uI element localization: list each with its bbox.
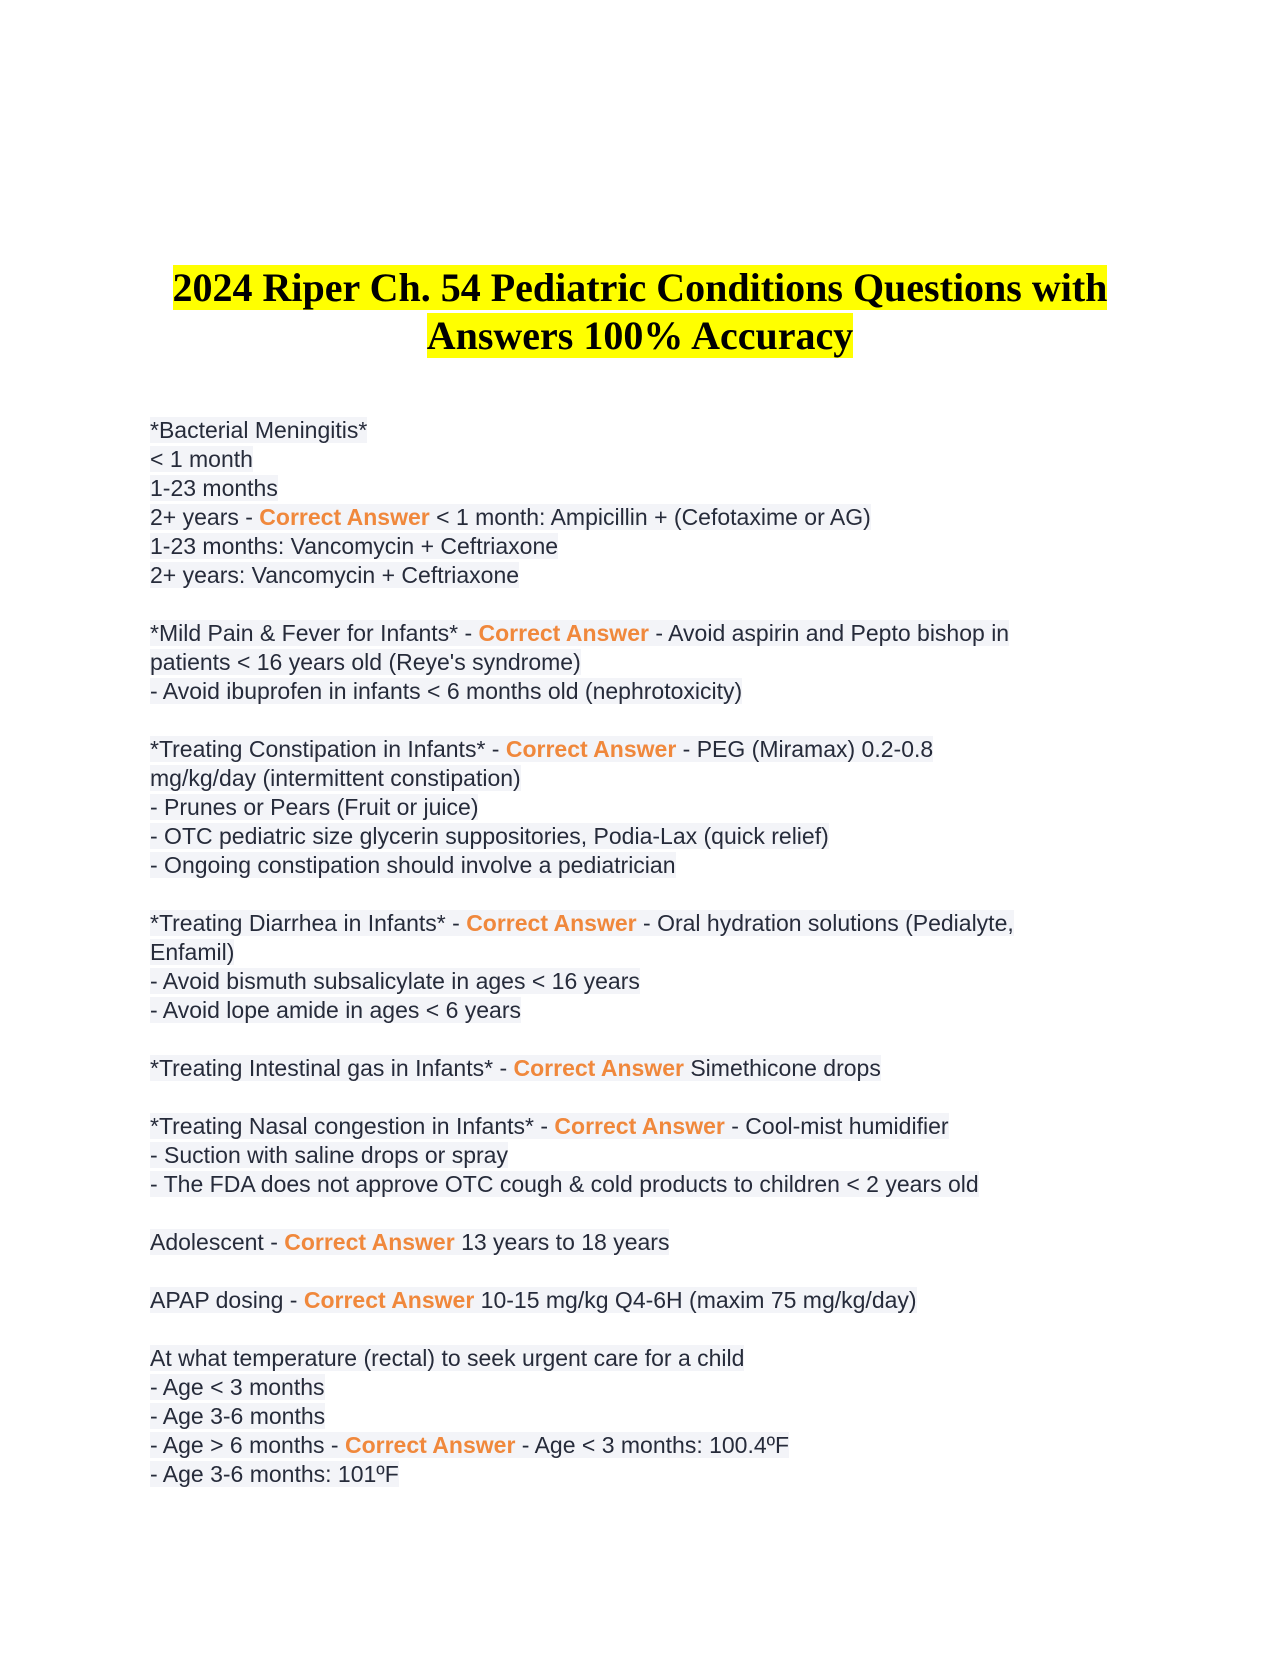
correct-answer-label: Correct Answer — [466, 910, 637, 936]
answer-text: Simethicone drops — [683, 1055, 881, 1081]
line-text: < 1 month — [150, 446, 253, 472]
answer-text: - Avoid aspirin and Pepto bishop in — [648, 620, 1010, 646]
line-text: 1-23 months — [150, 475, 278, 501]
question-text: 2+ years - — [150, 504, 260, 530]
qa-block — [150, 735, 1150, 880]
line-text: Enfamil) — [150, 939, 235, 965]
qa-line — [150, 561, 1150, 590]
qa-block — [150, 1286, 1150, 1315]
qa-line — [150, 909, 1150, 938]
qa-line — [150, 1460, 1150, 1489]
correct-answer-label: Correct Answer — [478, 620, 649, 646]
line-text — [150, 1229, 669, 1255]
title-line-2 — [120, 312, 1160, 360]
question-text: - Age > 6 months - — [150, 1432, 345, 1458]
line-text: 2+ years: Vancomycin + Ceftriaxone — [150, 562, 520, 588]
line-text: *Bacterial Meningitis* — [150, 417, 368, 443]
qa-line — [150, 1112, 1150, 1141]
qa-line — [150, 1286, 1150, 1315]
qa-block — [150, 1228, 1150, 1257]
qa-line — [150, 851, 1150, 880]
correct-answer-label: Correct Answer — [259, 504, 430, 530]
qa-line — [150, 1141, 1150, 1170]
line-text: - Age 3-6 months: 101ºF — [150, 1461, 399, 1487]
qa-block — [150, 1054, 1150, 1083]
line-text — [150, 910, 1014, 936]
correct-answer-label: Correct Answer — [284, 1229, 455, 1255]
title-line-2-text: Answers 100% Accuracy — [426, 313, 854, 358]
qa-line — [150, 735, 1150, 764]
qa-line — [150, 1402, 1150, 1431]
line-text: - The FDA does not approve OTC cough & cold products to children < 2 years old — [150, 1171, 979, 1197]
qa-line — [150, 996, 1150, 1025]
line-text: - Suction with saline drops or spray — [150, 1142, 508, 1168]
qa-line — [150, 677, 1150, 706]
correct-answer-label: Correct Answer — [344, 1432, 516, 1458]
question-text: *Mild Pain & Fever for Infants* - — [150, 620, 479, 646]
qa-line — [150, 967, 1150, 996]
line-text: - Avoid bismuth subsalicylate in ages < 16 years — [150, 968, 640, 994]
qa-block — [150, 619, 1150, 706]
qa-content — [150, 416, 1150, 1518]
line-text: - Avoid lope amide in ages < 6 years — [150, 997, 521, 1023]
line-text — [150, 504, 871, 530]
qa-line — [150, 764, 1150, 793]
qa-line — [150, 1431, 1150, 1460]
answer-text: - Oral hydration solutions (Pedialyte, — [636, 910, 1014, 936]
question-text: *Treating Nasal congestion in Infants* - — [150, 1113, 555, 1139]
correct-answer-label: Correct Answer — [513, 1055, 684, 1081]
qa-line — [150, 822, 1150, 851]
answer-text: - Cool-mist humidifier — [724, 1113, 949, 1139]
line-text: mg/kg/day (intermittent constipation) — [150, 765, 521, 791]
line-text: 1-23 months: Vancomycin + Ceftriaxone — [150, 533, 559, 559]
document-title — [120, 264, 1160, 360]
question-text: *Treating Intestinal gas in Infants* - — [150, 1055, 514, 1081]
line-text — [150, 736, 933, 762]
line-text — [150, 1432, 789, 1458]
qa-line — [150, 1373, 1150, 1402]
qa-line — [150, 503, 1150, 532]
qa-block — [150, 909, 1150, 1025]
qa-block — [150, 1344, 1150, 1489]
qa-line — [150, 793, 1150, 822]
qa-line — [150, 474, 1150, 503]
line-text: - Age < 3 months — [150, 1374, 325, 1400]
qa-line — [150, 938, 1150, 967]
qa-line — [150, 445, 1150, 474]
line-text: - Age 3-6 months — [150, 1403, 326, 1429]
correct-answer-label: Correct Answer — [505, 736, 677, 762]
line-text — [150, 1287, 917, 1313]
answer-text: 10-15 mg/kg Q4-6H (maxim 75 mg/kg/day) — [474, 1287, 917, 1313]
answer-text: 13 years to 18 years — [454, 1229, 670, 1255]
qa-line — [150, 532, 1150, 561]
title-line-1 — [120, 264, 1160, 312]
qa-line — [150, 1228, 1150, 1257]
qa-line — [150, 619, 1150, 648]
line-text: - Prunes or Pears (Fruit or juice) — [150, 794, 479, 820]
qa-line — [150, 1344, 1150, 1373]
answer-text: - Age < 3 months: 100.4ºF — [515, 1432, 790, 1458]
qa-line — [150, 416, 1150, 445]
line-text: patients < 16 years old (Reye's syndrome) — [150, 649, 581, 675]
correct-answer-label: Correct Answer — [303, 1287, 475, 1313]
question-text: Adolescent - — [150, 1229, 285, 1255]
line-text — [150, 1055, 881, 1081]
answer-text: - PEG (Miramax) 0.2-0.8 — [676, 736, 934, 762]
correct-answer-label: Correct Answer — [554, 1113, 725, 1139]
title-line-1-text: 2024 Riper Ch. 54 Pediatric Conditions Questions with — [172, 265, 1108, 310]
qa-block — [150, 1112, 1150, 1199]
qa-line — [150, 648, 1150, 677]
line-text: - Avoid ibuprofen in infants < 6 months old (nephrotoxicity) — [150, 678, 743, 704]
line-text — [150, 1113, 949, 1139]
question-text: APAP dosing - — [150, 1287, 304, 1313]
question-text: *Treating Diarrhea in Infants* - — [150, 910, 467, 936]
line-text: - Ongoing constipation should involve a pediatrician — [150, 852, 676, 878]
answer-text: < 1 month: Ampicillin + (Cefotaxime or AG) — [429, 504, 871, 530]
qa-block — [150, 416, 1150, 590]
question-text: *Treating Constipation in Infants* - — [150, 736, 506, 762]
qa-line — [150, 1054, 1150, 1083]
line-text — [150, 620, 1009, 646]
qa-line — [150, 1170, 1150, 1199]
line-text: At what temperature (rectal) to seek urgent care for a child — [150, 1345, 745, 1371]
line-text: - OTC pediatric size glycerin suppositories, Podia-Lax (quick relief) — [150, 823, 829, 849]
